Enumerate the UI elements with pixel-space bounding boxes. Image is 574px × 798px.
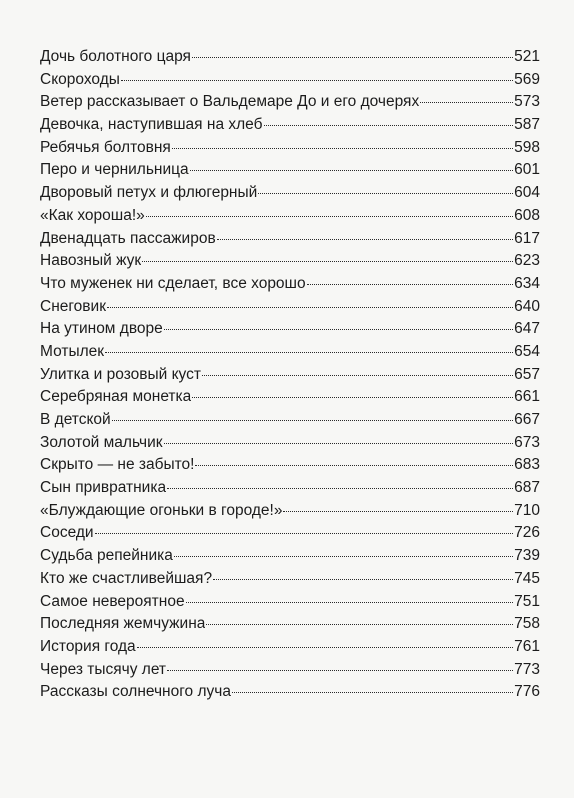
toc-entry-page-number: 673 [514, 433, 540, 451]
toc-entry-title: Самое невероятное [40, 592, 185, 610]
toc-entry [40, 296, 540, 319]
toc-entry [40, 500, 540, 523]
toc-entry [40, 137, 540, 160]
dot-leader [202, 375, 513, 376]
dot-leader [213, 579, 513, 580]
toc-entry-page-number: 667 [514, 411, 540, 428]
toc-entry-title: Судьба репейника [40, 547, 173, 565]
toc-entry-title: В детской [40, 411, 111, 428]
toc-entry-page-number: 751 [514, 592, 540, 610]
toc-entry [40, 364, 540, 387]
dot-leader [95, 533, 514, 534]
toc-entry-page-number: 598 [514, 138, 540, 156]
dot-leader [232, 692, 513, 693]
toc-entry-title: Мотылек [40, 342, 105, 360]
toc-entry-title: На утином дворе [40, 320, 163, 338]
toc-entry-title: Скороходы [40, 70, 120, 88]
toc-entry-title: Последняя жемчужина [40, 615, 206, 633]
toc-entry [40, 477, 540, 500]
toc-entry-page-number: 710 [514, 501, 540, 519]
toc-entry [40, 568, 540, 591]
dot-leader [217, 239, 513, 240]
toc-entry-page-number: 776 [514, 683, 540, 701]
dot-leader [258, 193, 513, 194]
toc-entry-title: Через тысячу лет [40, 660, 167, 678]
dot-leader [307, 284, 514, 285]
toc-entry-title: Что муженек ни сделает, все хорошо [40, 274, 306, 292]
dot-leader [146, 216, 513, 217]
dot-leader [192, 397, 513, 398]
dot-leader [172, 148, 513, 149]
dot-leader [192, 57, 513, 58]
dot-leader [137, 647, 513, 648]
toc-entry-title: Скрыто — не забыто! [40, 456, 195, 474]
toc-entry [40, 522, 540, 545]
toc-entry-title: Серебряная монетка [40, 388, 192, 406]
dot-leader [174, 556, 513, 557]
toc-entry-page-number: 617 [514, 229, 540, 247]
toc-entry [40, 341, 540, 364]
toc-entry-title: Снеговик [40, 297, 106, 315]
toc-entry-title: Соседи [40, 524, 94, 542]
toc-entry [40, 46, 540, 69]
toc-entry [40, 409, 540, 432]
toc-entry-page-number: 573 [514, 93, 540, 111]
toc-entry-title: «Блуждающие огоньки в городе!» [40, 501, 283, 519]
dot-leader [164, 329, 513, 330]
toc-entry [40, 250, 540, 273]
dot-leader [121, 80, 513, 81]
toc-entry-page-number: 604 [514, 184, 540, 202]
toc-entry-page-number: 758 [514, 615, 540, 633]
toc-entry-page-number: 623 [514, 252, 540, 270]
dot-leader [186, 602, 514, 603]
toc-entry-page-number: 569 [514, 70, 540, 88]
toc-entry-page-number: 654 [514, 342, 540, 360]
table-of-contents [40, 46, 540, 704]
dot-leader [164, 443, 514, 444]
dot-leader [105, 352, 513, 353]
toc-entry [40, 91, 540, 114]
toc-entry-title: «Как хороша!» [40, 206, 145, 224]
toc-entry-title: Золотой мальчик [40, 433, 163, 451]
toc-entry-page-number: 773 [514, 660, 540, 678]
toc-entry-title: Рассказы солнечного луча [40, 683, 231, 701]
toc-entry-title: Перо и чернильница [40, 161, 189, 179]
toc-entry [40, 545, 540, 568]
toc-entry [40, 318, 540, 341]
toc-entry [40, 386, 540, 409]
toc-entry-title: История года [40, 637, 136, 655]
dot-leader [142, 261, 513, 262]
toc-entry [40, 613, 540, 636]
toc-entry-page-number: 726 [514, 524, 540, 542]
dot-leader [167, 488, 513, 489]
toc-entry-page-number: 647 [514, 320, 540, 338]
dot-leader [167, 670, 513, 671]
toc-entry-page-number: 661 [514, 388, 540, 406]
toc-entry [40, 69, 540, 92]
toc-entry-title: Дочь болотного царя [40, 48, 191, 65]
toc-entry-page-number: 745 [514, 569, 540, 587]
toc-entry-title: Дворовый петух и флюгерный [40, 184, 258, 202]
toc-entry-title: Навозный жук [40, 252, 142, 270]
dot-leader [264, 125, 514, 126]
dot-leader [206, 624, 513, 625]
dot-leader [195, 465, 513, 466]
toc-entry [40, 114, 540, 137]
toc-entry-title: Девочка, наступившая на хлеб [40, 116, 263, 134]
toc-entry-page-number: 521 [514, 48, 540, 65]
toc-entry [40, 159, 540, 182]
toc-entry [40, 681, 540, 704]
toc-entry-page-number: 640 [514, 297, 540, 315]
toc-entry-page-number: 739 [514, 547, 540, 565]
toc-entry-page-number: 601 [514, 161, 540, 179]
toc-entry-title: Ветер рассказывает о Вальдемаре До и его дочерях [40, 93, 420, 111]
dot-leader [420, 102, 513, 103]
toc-entry [40, 454, 540, 477]
toc-entry [40, 591, 540, 614]
toc-entry [40, 432, 540, 455]
toc-entry-page-number: 657 [514, 365, 540, 383]
dot-leader [190, 170, 513, 171]
dot-leader [283, 511, 513, 512]
toc-entry-title: Кто же счастливейшая? [40, 569, 213, 587]
toc-entry-page-number: 608 [514, 206, 540, 224]
toc-entry [40, 182, 540, 205]
toc-entry [40, 659, 540, 682]
toc-entry [40, 205, 540, 228]
toc-entry-page-number: 687 [514, 479, 540, 497]
toc-entry [40, 273, 540, 296]
toc-entry-page-number: 634 [514, 274, 540, 292]
dot-leader [112, 420, 513, 421]
toc-entry-title: Двенадцать пассажиров [40, 229, 216, 247]
toc-entry [40, 636, 540, 659]
toc-entry-page-number: 761 [514, 637, 540, 655]
toc-entry-title: Ребячья болтовня [40, 138, 171, 156]
toc-entry [40, 228, 540, 251]
toc-entry-page-number: 587 [514, 116, 540, 134]
toc-entry-title: Сын привратника [40, 479, 167, 497]
toc-entry-page-number: 683 [514, 456, 540, 474]
dot-leader [107, 307, 513, 308]
toc-entry-title: Улитка и розовый куст [40, 365, 201, 383]
